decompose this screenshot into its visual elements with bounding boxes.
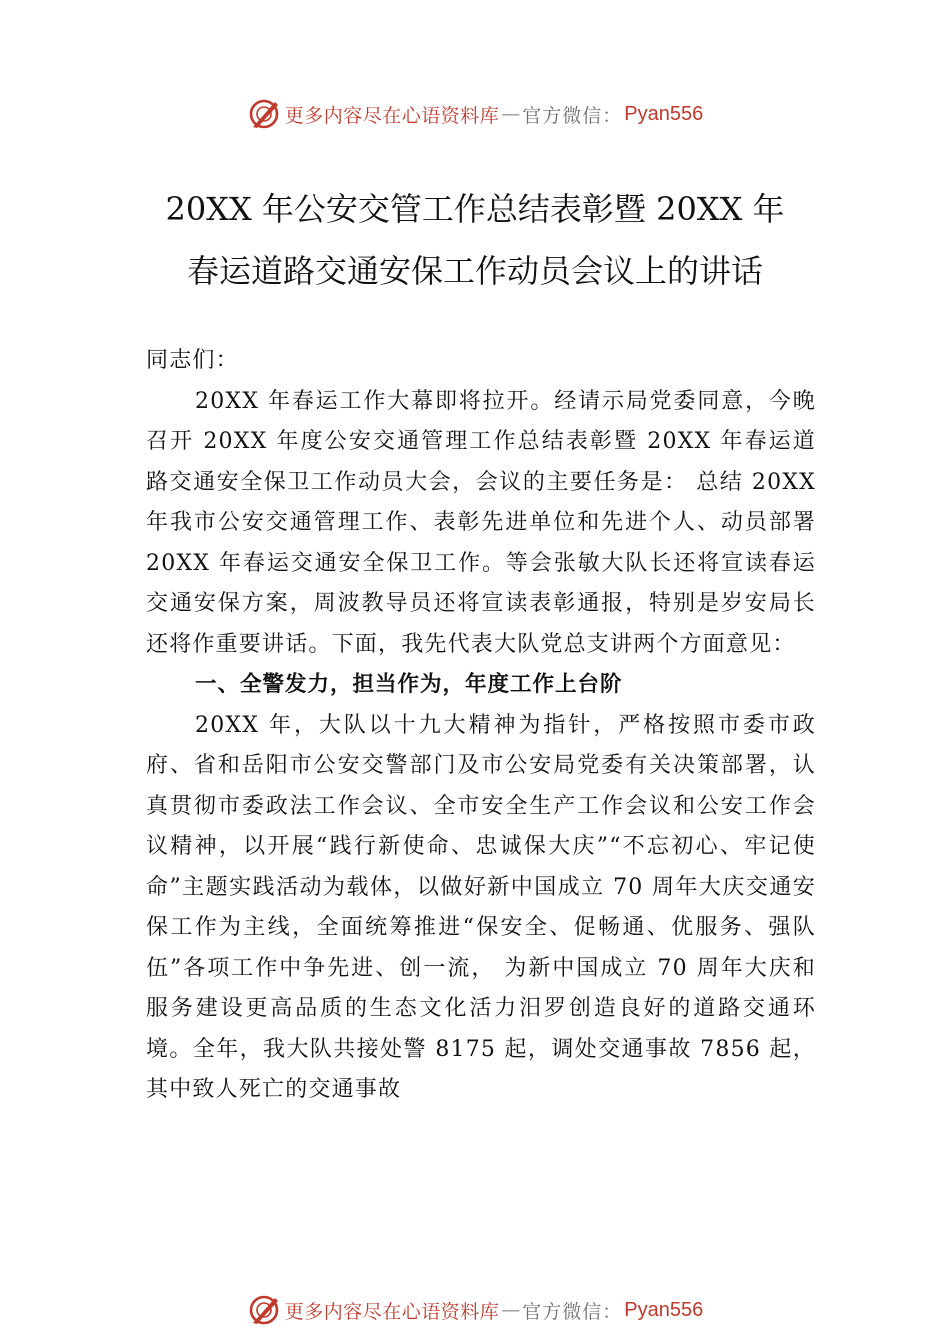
document-title-line1: 20XX 年公安交管工作总结表彰暨 20XX 年 — [165, 190, 785, 228]
paragraph-section1: 20XX 年，大队以十九大精神为指针，严格按照市委市政府、省和岳阳市公安交警部门及市公安局党委有关决策部署，认真贯彻市委政法工作会议、全市安全生产工作会议和公安工作会议精神，以开展“践行新使命、忠诚保大庆”“不忘初心、牢记使命”主题实践活动为载体，以做好新中国成立 70 周年大庆交通安保工作为主线，全面统筹推进“保安全、促畅通、优服务、强队伍”各项工作中争先进、创一流， 为新中国成立 70 周年大庆和服务建设更高品质的生态文化活力汨罗创造良好的道路交通环境。全年，我大队共接处警 8175 起，调处交通事故 7856 起，其中致人死亡的交通事故 — [146, 712, 816, 1102]
banner-wechat-label: 官方微信： — [522, 104, 623, 127]
header-banner — [0, 94, 950, 134]
salutation: 同志们： — [146, 348, 239, 373]
footer-wechat-id: Pyan556 — [624, 1298, 704, 1321]
footer-dash: — — [501, 1299, 521, 1321]
document-body — [146, 341, 816, 1111]
brush-logo-icon — [247, 97, 281, 131]
paragraph-intro: 20XX 年春运工作大幕即将拉开。经请示局党委同意，今晚召开 20XX 年度公安交通管理工作总结表彰暨 20XX 年春运道路交通安全保卫工作动员大会，会议的主要任务是： 总结 20XX 年我市公安交通管理工作、表彰先进单位和先进个人、动员部署 20XX 年春运交通安全保卫工作。等会张敏大队长还将宣读春运交通安保方案，周波教导员还将宣读表彰通报，特别是岁安局长还将作重要讲话。下面，我先代表大队党总支讲两个方面意见： — [146, 388, 816, 657]
section-heading-1: 一、全警发力，担当作为，年度工作上台阶 — [195, 672, 623, 697]
banner-slogan: 更多内容尽在心语资料库 — [284, 104, 500, 127]
banner-dash: — — [501, 103, 521, 125]
footer-wechat-label: 官方微信： — [522, 1300, 623, 1323]
brush-logo-icon — [247, 1293, 281, 1327]
footer-slogan: 更多内容尽在心语资料库 — [284, 1300, 500, 1323]
banner-wechat-id: Pyan556 — [624, 102, 704, 125]
footer-banner — [0, 1290, 950, 1330]
document-title-line2: 春运道路交通安保工作动员会议上的讲话 — [186, 252, 763, 290]
